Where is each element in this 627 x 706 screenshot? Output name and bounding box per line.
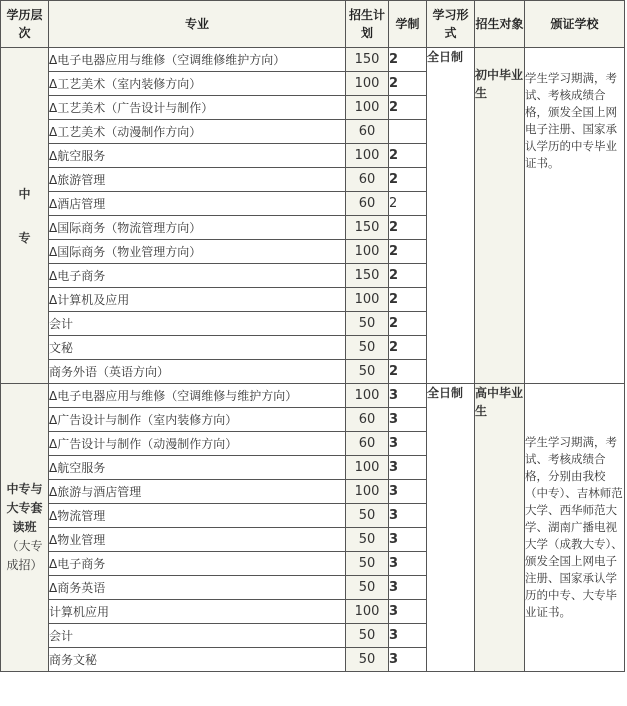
study-years: 2 [389,48,427,72]
enrollment-plan: 150 [346,48,389,72]
major-name: Δ航空服务 [49,456,346,480]
header-plan: 招生计划 [346,1,389,48]
enrollment-plan: 50 [346,624,389,648]
enrollment-plan: 100 [346,480,389,504]
study-years: 3 [389,648,427,672]
study-years: 2 [389,96,427,120]
major-name: 文秘 [49,336,346,360]
major-name: Δ电子商务 [49,264,346,288]
enrollment-plan: 100 [346,72,389,96]
study-years: 3 [389,552,427,576]
study-years: 3 [389,600,427,624]
level-cell [1,384,49,672]
certificate-school: 学生学习期满，考试、考核成绩合格，分别由我校（中专）、吉林师范大学、西华师范大学、湖南广播电视大学（成教大专）、颁发全国上网电子注册、国家承认学历的中专、大专毕业证书。 [525,384,625,672]
major-name: 会计 [49,624,346,648]
level-note: （大专成招） [6,539,43,572]
table-row [1,48,625,72]
study-years: 2 [389,192,427,216]
enrollment-plan: 50 [346,504,389,528]
study-years [389,120,427,144]
study-years: 2 [389,312,427,336]
enrollment-plan: 50 [346,360,389,384]
study-years: 2 [389,168,427,192]
major-name: Δ广告设计与制作（动漫制作方向） [49,432,346,456]
level-cell [1,48,49,384]
study-years: 3 [389,480,427,504]
table-body [1,48,625,672]
major-name: Δ工艺美术（广告设计与制作） [49,96,346,120]
major-name: Δ国际商务（物业管理方向） [49,240,346,264]
major-name: 计算机应用 [49,600,346,624]
enrollment-target: 初中毕业生 [475,48,525,384]
enrollment-plan: 50 [346,576,389,600]
study-years: 2 [389,216,427,240]
study-years: 2 [389,264,427,288]
study-years: 3 [389,624,427,648]
major-name: Δ航空服务 [49,144,346,168]
major-name: Δ工艺美术（室内装修方向） [49,72,346,96]
table-row [1,384,625,408]
major-name: Δ电子电器应用与维修（空调维修与维护方向） [49,384,346,408]
major-name: Δ物业管理 [49,528,346,552]
study-years: 3 [389,408,427,432]
major-name: 商务外语（英语方向） [49,360,346,384]
enrollment-plan: 50 [346,552,389,576]
study-years: 3 [389,432,427,456]
level-name: 中专 [18,186,31,245]
major-name: 会计 [49,312,346,336]
certificate-school: 学生学习期满，考试、考核成绩合格，颁发全国上网电子注册、国家承认学历的中专毕业证书。 [525,48,625,384]
study-years: 3 [389,528,427,552]
study-years: 2 [389,360,427,384]
enrollment-plan: 100 [346,144,389,168]
major-name: Δ旅游与酒店管理 [49,480,346,504]
study-years: 3 [389,576,427,600]
enrollment-plan: 50 [346,312,389,336]
enrollment-target: 高中毕业生 [475,384,525,672]
major-name: Δ电子电器应用与维修（空调维修维护方向） [49,48,346,72]
header-form: 学习形式 [427,1,475,48]
header-years: 学制 [389,1,427,48]
major-name: Δ旅游管理 [49,168,346,192]
header-cert-school: 颁证学校 [525,1,625,48]
enrollment-plan: 100 [346,456,389,480]
header-level: 学历层次 [1,1,49,48]
enrollment-plan: 150 [346,216,389,240]
enrollment-plan: 60 [346,432,389,456]
enrollment-plan: 100 [346,240,389,264]
major-name: Δ工艺美术（动漫制作方向） [49,120,346,144]
study-years: 2 [389,240,427,264]
major-name: Δ国际商务（物流管理方向） [49,216,346,240]
major-name: 商务文秘 [49,648,346,672]
study-years: 3 [389,504,427,528]
enrollment-plan: 150 [346,264,389,288]
study-years: 2 [389,144,427,168]
study-years: 3 [389,384,427,408]
enrollment-plan: 50 [346,648,389,672]
enrollment-plan: 60 [346,120,389,144]
table-header-row [1,1,625,48]
header-major: 专业 [49,1,346,48]
study-form: 全日制 [427,48,475,384]
study-years: 3 [389,456,427,480]
enrollment-plan: 100 [346,288,389,312]
major-name: Δ酒店管理 [49,192,346,216]
enrollment-plan: 60 [346,408,389,432]
major-name: Δ商务英语 [49,576,346,600]
major-name: Δ物流管理 [49,504,346,528]
enrollment-plan: 100 [346,384,389,408]
major-name: Δ电子商务 [49,552,346,576]
study-form: 全日制 [427,384,475,672]
study-years: 2 [389,288,427,312]
study-years: 2 [389,72,427,96]
enrollment-plan: 100 [346,96,389,120]
header-target: 招生对象 [475,1,525,48]
major-name: Δ计算机及应用 [49,288,346,312]
enrollment-plan: 60 [346,192,389,216]
study-years: 2 [389,336,427,360]
enrollment-plan: 50 [346,336,389,360]
enrollment-plan: 50 [346,528,389,552]
level-name: 中专与大专套读班 [6,482,43,534]
major-name: Δ广告设计与制作（室内装修方向） [49,408,346,432]
enrollment-plan: 100 [346,600,389,624]
enrollment-plan: 60 [346,168,389,192]
